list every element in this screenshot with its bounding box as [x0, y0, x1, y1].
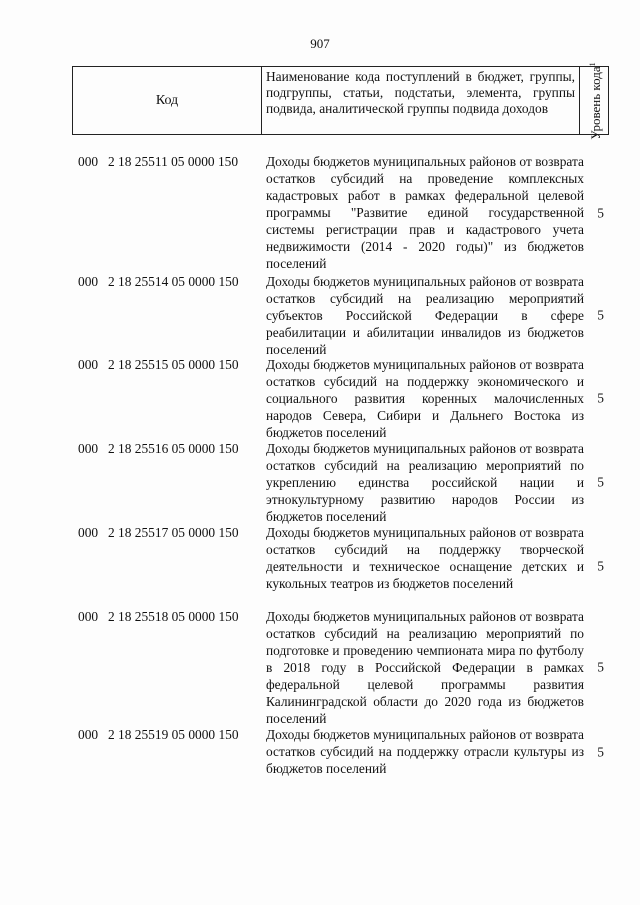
revenue-code: 2 18 25511 05 0000 150: [108, 154, 239, 169]
revenue-name: Доходы бюджетов муниципальных районов от возврата остатков субсидий на поддержку творческой деятельности и техническое оснащение детских и кукольных театров из бюджетов поселений: [266, 525, 584, 591]
code-level: 5: [597, 474, 604, 490]
admin-code: 000: [78, 274, 99, 289]
header-name: Наименование кода поступлений в бюджет, группы, подгруппы, статьи, подстатьи, элемента, группы подвида, аналитической группы подвида доходов: [262, 67, 580, 134]
admin-code: 000: [78, 525, 99, 540]
code-level: 5: [597, 744, 604, 759]
table-row: [78, 524, 608, 608]
code-level: 5: [597, 307, 604, 322]
header-code: Код: [73, 67, 262, 134]
admin-code: 000: [78, 727, 99, 742]
header-level-text: [586, 62, 602, 139]
code-level: 5: [597, 390, 604, 406]
table-row: [78, 273, 608, 356]
table-header: [72, 61, 609, 140]
revenue-name: Доходы бюджетов муниципальных районов от возврата остатков субсидий на реализацию мероприятий по подготовке и проведению чемпионата мира по футболу в 2018 году в Российской Федерации в рамках федеральной целевой программы развития Калининградской области до 2020 года из бюджетов поселений: [266, 609, 584, 726]
revenue-name: Доходы бюджетов муниципальных районов от возврата остатков субсидий на поддержку отрасли культуры из бюджетов поселений: [266, 727, 584, 776]
table-row: [78, 440, 608, 524]
header-level: [580, 61, 608, 140]
revenue-code: 2 18 25515 05 0000 150: [108, 357, 239, 372]
admin-code: 000: [78, 609, 99, 624]
revenue-code-list: [78, 153, 608, 777]
code-level: 5: [597, 205, 604, 221]
page-number: 907: [310, 36, 330, 51]
revenue-code: 2 18 25514 05 0000 150: [108, 274, 239, 289]
header-level-footnote: 1: [587, 61, 597, 66]
revenue-code: 2 18 25519 05 0000 150: [108, 727, 239, 742]
revenue-name: Доходы бюджетов муниципальных районов от возврата остатков субсидий на поддержку экономического и социального развития коренных малочисленных народов Севера, Сибири и Дальнего Востока из бюджетов поселений: [266, 357, 584, 440]
admin-code: 000: [78, 441, 99, 456]
revenue-code: 2 18 25518 05 0000 150: [108, 609, 239, 624]
revenue-name: Доходы бюджетов муниципальных районов от возврата остатков субсидий на проведение комплексных кадастровых работ в рамках федеральной целевой программы "Развитие единой государственной системы регистрации прав и кадастрового учета недвижимости (2014 - 2020 годы)" из бюджетов поселений: [266, 154, 584, 271]
table-row: [78, 153, 608, 273]
code-level: 5: [597, 659, 604, 675]
revenue-name: Доходы бюджетов муниципальных районов от возврата остатков субсидий на реализацию мероприятий по укреплению единства российской нации и этнокультурному развитию народов России из бюджетов поселений: [266, 441, 584, 524]
table-row: [78, 726, 608, 777]
revenue-code: 2 18 25516 05 0000 150: [108, 441, 239, 456]
code-level: 5: [597, 558, 604, 574]
revenue-code: 2 18 25517 05 0000 150: [108, 525, 239, 540]
table-row: [78, 356, 608, 440]
admin-code: 000: [78, 154, 99, 169]
admin-code: 000: [78, 357, 99, 372]
table-row: [78, 608, 608, 726]
revenue-name: Доходы бюджетов муниципальных районов от возврата остатков субсидий на реализацию мероприятий субъектов Российской Федерации в сфере реабилитации и абилитации инвалидов из бюджетов поселений: [266, 274, 584, 357]
header-level-label: Уровень кода: [588, 65, 604, 140]
